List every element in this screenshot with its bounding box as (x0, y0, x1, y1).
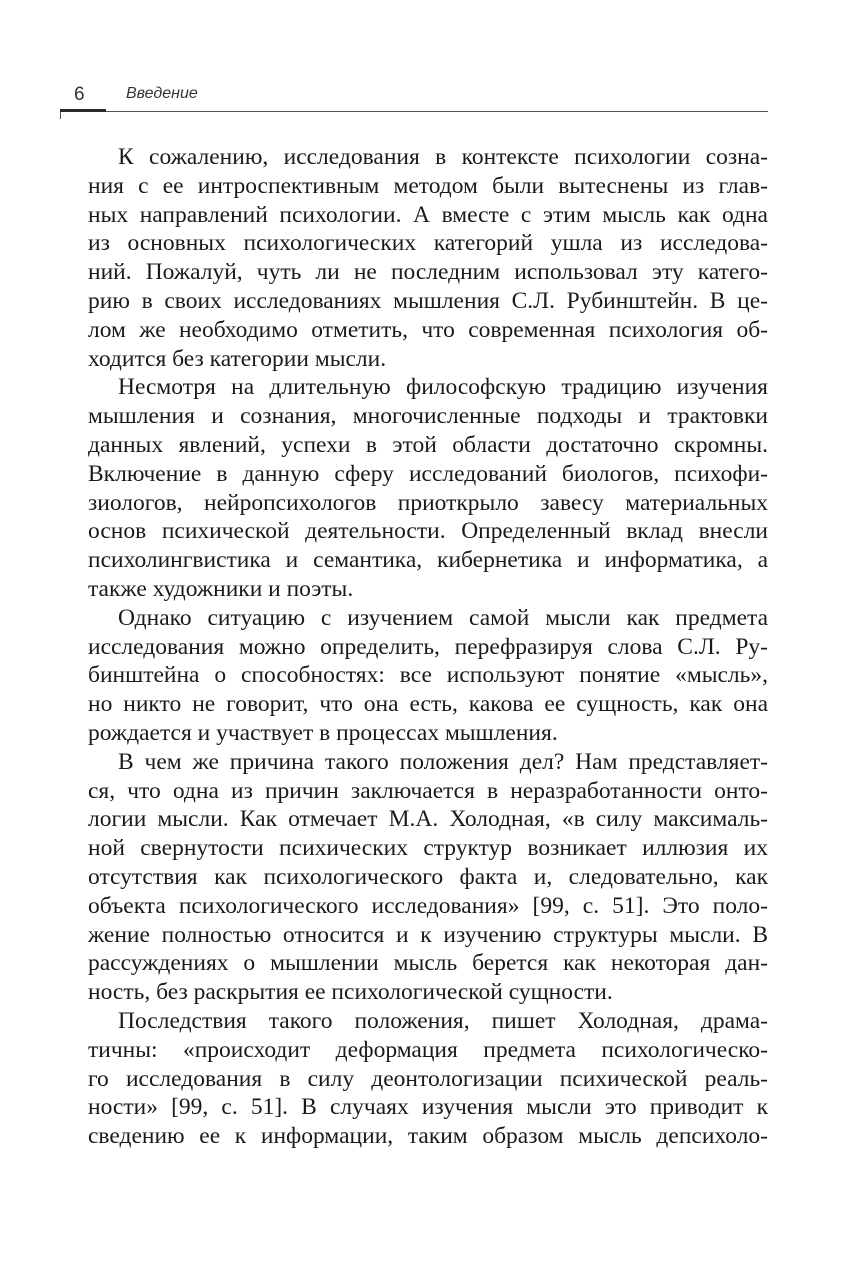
text-line: Последствия такого положения, пишет Холодная, драма- (118, 1007, 768, 1034)
text-line: ния с ее интроспективным методом были вытеснены из глав- (88, 172, 768, 199)
text-line: Включение в данную сферу исследований биологов, психофи- (88, 460, 768, 487)
text-line: рию в своих исследованиях мышления С.Л. Рубинштейн. В це- (88, 287, 768, 314)
text-line: ний. Пожалуй, чуть ли не последним использовал эту катего- (88, 259, 768, 286)
text-line: отсутствия как психологического факта и, следовательно, как (88, 863, 768, 890)
text-line: мышления и сознания, многочисленные подходы и трактовки (88, 403, 768, 430)
text-line: психолингвистика и семантика, кибернетика и информатика, а (88, 547, 768, 574)
header-rule-tick (60, 111, 61, 119)
text-line: го исследования в силу деонтологизации психической реаль- (88, 1065, 768, 1092)
text-line: бинштейна о способностях: все используют понятие «мысль», (88, 662, 768, 689)
text-line: но никто не говорит, что она есть, какова ее сущность, как она (88, 691, 768, 718)
text-line: исследования можно определить, перефразируя слова С.Л. Ру- (88, 633, 768, 660)
text-line: основ психической деятельности. Определенный вклад внесли (88, 518, 768, 545)
page-number: 6 (74, 84, 85, 105)
text-line: ных направлений психологии. А вместе с этим мысль как одна (88, 201, 768, 228)
section-title: Введение (126, 85, 198, 102)
text-line: жение полностью относится и к изучению структуры мысли. В (88, 921, 768, 948)
text-line: К сожалению, исследования в контексте психологии созна- (118, 144, 768, 170)
text-line: зиологов, нейропсихологов приоткрыло завесу материальных (88, 489, 768, 516)
header-rule-accent (60, 109, 106, 112)
text-line: Однако ситуацию с изучением самой мысли как предмета (118, 604, 768, 631)
text-line: также художники и поэты. (88, 575, 354, 602)
text-line: ной свернутости психических структур возникает иллюзия их (88, 835, 768, 862)
paragraph-4 (88, 748, 768, 1007)
text-line: объекта психологического исследования» [99, с. 51]. Это поло- (88, 892, 768, 919)
text-line: ходится без категории мысли. (88, 345, 387, 372)
text-line: рассуждениях о мышлении мысль берется как некоторая дан- (88, 950, 768, 977)
text-line: данных явлений, успехи в этой области достаточно скромны. (88, 431, 768, 458)
text-line: рождается и участвует в процессах мышления. (88, 719, 558, 746)
text-line: из основных психологических категорий ушла из исследова- (88, 230, 768, 257)
text-line: В чем же причина такого положения дел? Нам представляет- (118, 748, 768, 775)
text-line: ности» [99, с. 51]. В случаях изучения мысли это приводит к (88, 1094, 768, 1121)
text-line: логии мысли. Как отмечает М.А. Холодная, «в силу максималь- (88, 806, 768, 833)
text-line: ся, что одна из причин заключается в неразработанности онто- (88, 777, 768, 804)
text-line: сведению ее к информации, таким образом мысль депсихоло- (88, 1123, 768, 1150)
body-text (88, 143, 768, 1151)
running-header (60, 84, 768, 124)
text-line: лом же необходимо отметить, что современная психология об- (88, 316, 768, 343)
paragraph-3 (88, 604, 768, 748)
paragraph-2 (88, 373, 768, 603)
text-line: тичны: «происходит деформация предмета психологическо- (88, 1036, 768, 1063)
text-line: ность, без раскрытия ее психологической сущности. (88, 979, 613, 1006)
text-line: Несмотря на длительную философскую традицию изучения (118, 374, 768, 401)
paragraph-5 (88, 1007, 768, 1151)
paragraph-1 (88, 143, 768, 373)
header-rule (60, 111, 768, 112)
